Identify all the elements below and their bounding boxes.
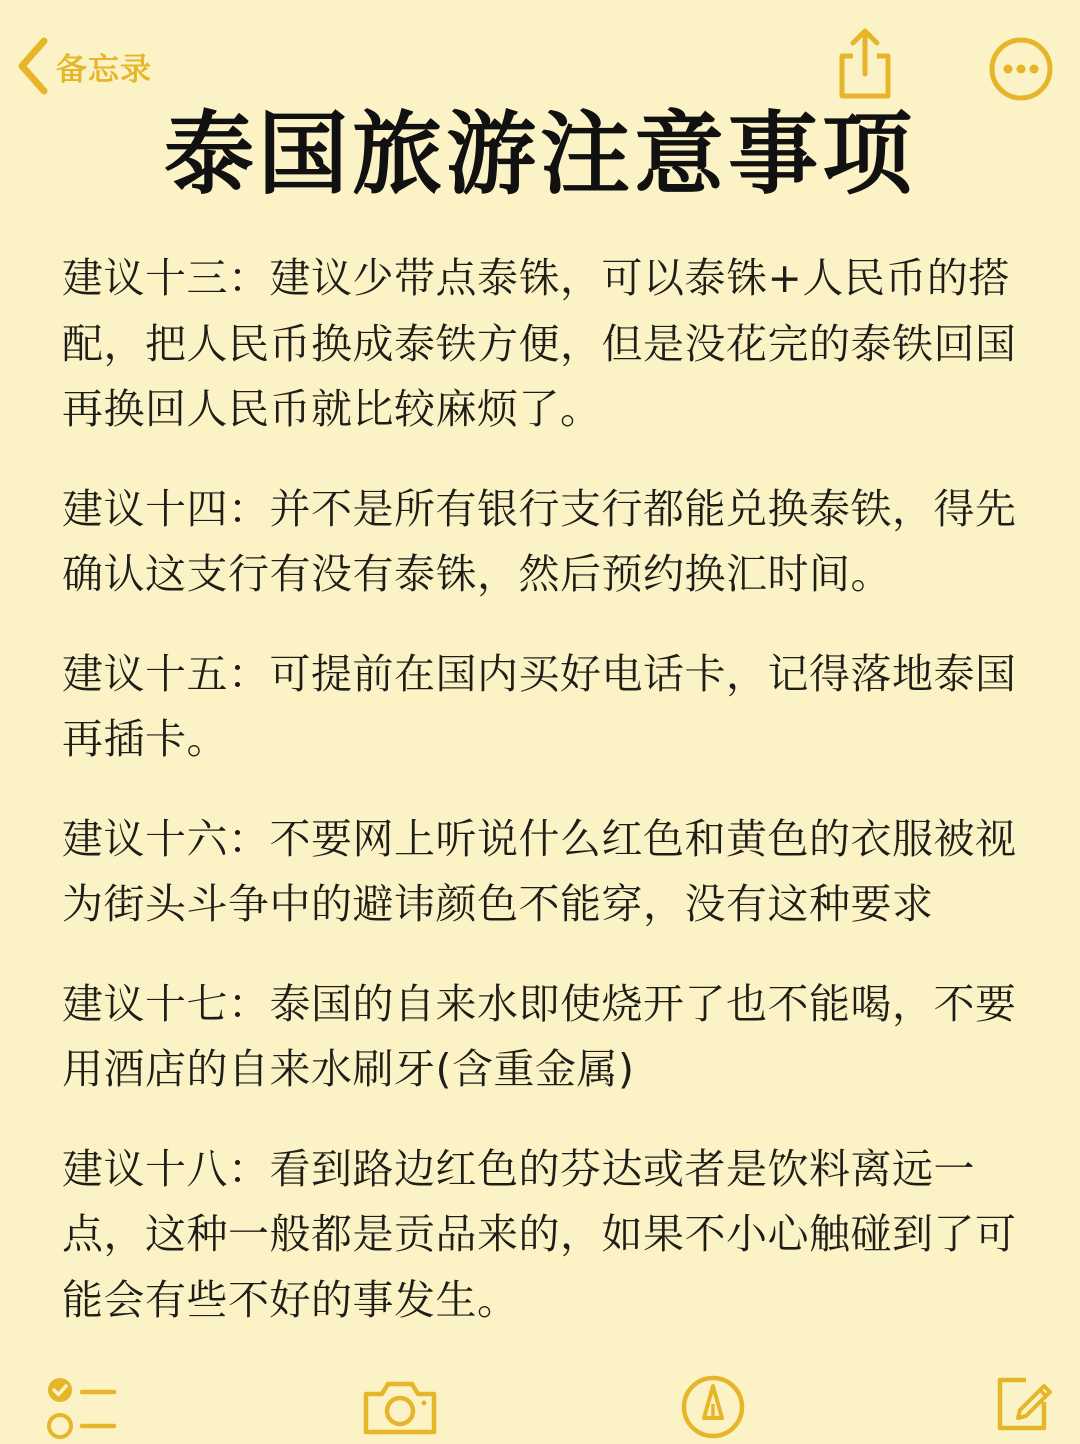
share-button[interactable] [834,26,896,100]
note-paragraph: 建议十五：可提前在国内买好电话卡，记得落地泰国再插卡。 [62,649,1017,763]
chevron-left-icon [14,37,50,95]
pen-tip-icon [680,1425,746,1444]
note-paragraph: 建议十四：并不是所有银行支行都能兑换泰铁，得先确认这支行有没有泰铢，然后预约换汇时间。 [62,484,1017,598]
note-paragraph: 建议十三：建议少带点泰铢，可以泰铢+人民币的搭配，把人民币换成泰铁方便，但是没花完的泰铁回国再换回人民币就比较麻烦了。 [62,254,1017,433]
note-paragraph: 建议十七：泰国的自来水即使烧开了也不能喝，不要用酒店的自来水刷牙(含重金属) [62,979,1017,1093]
camera-icon [360,1423,440,1442]
camera-button[interactable] [360,1376,440,1442]
more-button[interactable] [988,36,1054,102]
note-body[interactable] [62,246,1020,1367]
compose-button[interactable] [990,1372,1056,1442]
bottom-toolbar [0,1362,1080,1443]
back-button[interactable] [14,36,152,96]
back-label: 备忘录 [56,51,152,88]
top-bar [0,0,1080,110]
note-title: 泰国旅游注意事项 [164,102,916,207]
note-paragraph: 建议十六：不要网上听说什么红色和黄色的衣服被视为街头斗争中的避讳颜色不能穿，没有这种要求 [62,814,1017,928]
compose-icon [990,1423,1056,1442]
checklist-icon [44,1425,118,1444]
note-paragraph: 建议十八：看到路边红色的芬达或者是饮料离远一点，这种一般都是贡品来的，如果不小心触碰到了可能会有些不好的事发生。 [62,1144,1017,1324]
markup-button[interactable] [680,1374,746,1444]
checklist-button[interactable] [44,1374,118,1444]
